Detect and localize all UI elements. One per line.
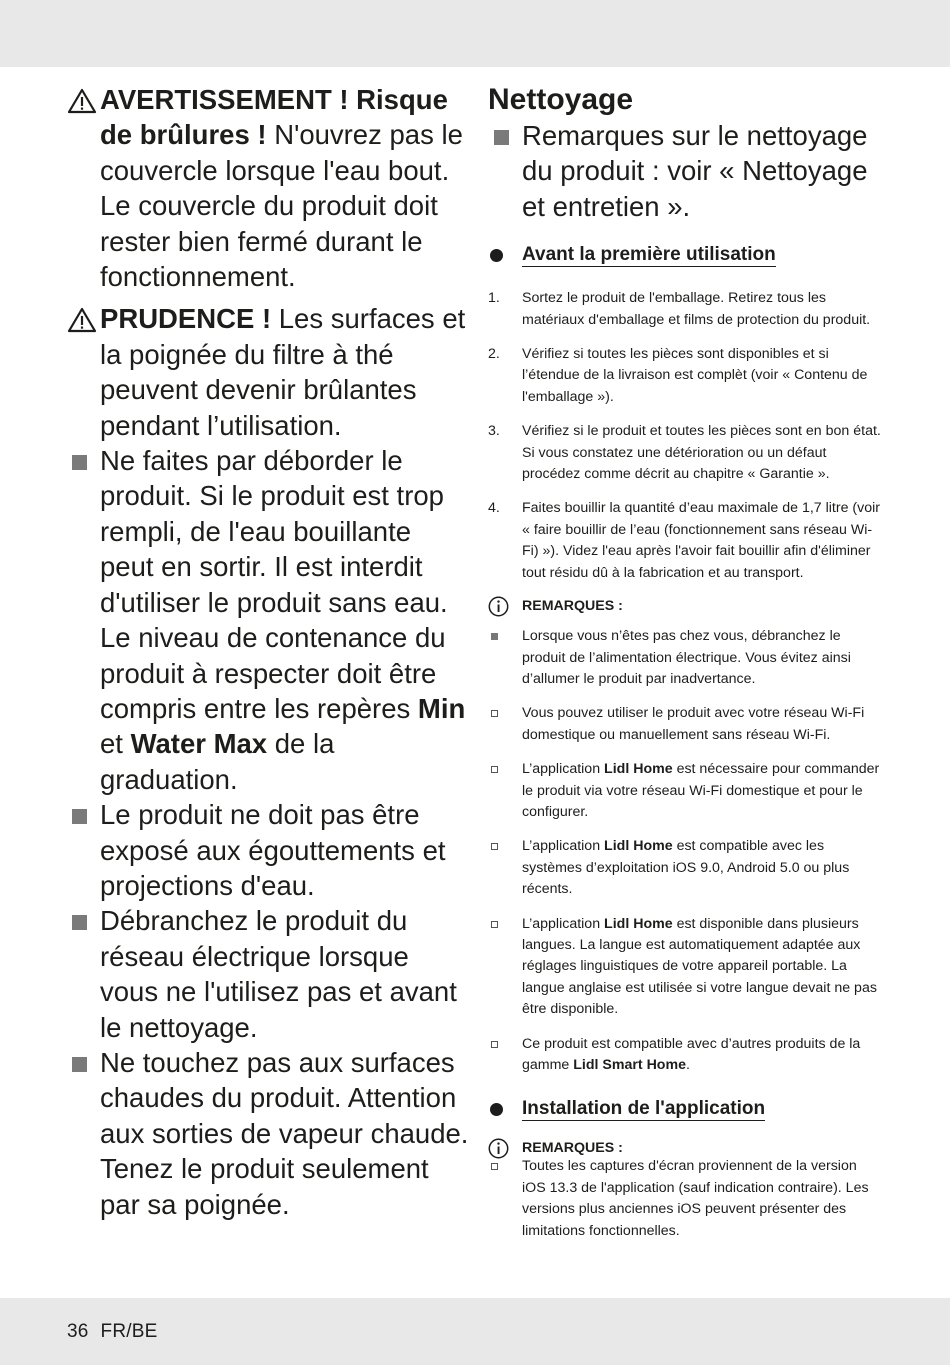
list-item: 4. Faites bouillir la quantité d’eau maximale de 1,7 litre (voir « faire bouillir de l’eau (fonctionnement sans réseau Wi-Fi) »). Videz l'eau après l'avoir fait bouillir afin d'éliminer tout résidu dû à la fabrication et au transport. [488,500,881,581]
min-mark: Min [417,692,466,724]
right-column [488,82,888,1242]
safety-item: Débranchez le produit du réseau électrique lorsque vous ne l'utilisez pas et avant le nettoyage. [100,903,470,1045]
cleaning-note: Remarques sur le nettoyage du produit : voir « Nettoyage et entretien ». [522,118,892,224]
checkbox-bullet-icon [491,843,498,850]
list-item: L’application Lidl Home est nécessaire pour commander le produit via votre réseau Wi-Fi domestique et pour le configurer. [488,759,882,823]
page-footer [67,1321,170,1343]
list-item: Ce produit est compatible avec d’autres produits de la gamme Lidl Smart Home. [488,1034,882,1077]
header-band [0,0,950,67]
list-item: Lorsque vous n’êtes pas chez vous, débranchez le produit de l’alimentation électrique. Vous évitez ainsi d’allumer le produit par inadvertance. [488,626,882,690]
list-item: 2. Vérifiez si toutes les pièces sont disponibles et si l’étendue de la livraison est complèt (voir « Contenu de l'emballage »). [488,346,868,405]
info-icon [488,596,509,617]
square-bullet-icon [72,1057,87,1072]
list-item: L’application Lidl Home est compatible avec les systèmes d’exploitation iOS 9.0, Android 5.0 ou plus récents. [488,836,882,900]
steps-list [488,288,888,584]
section-heading: Nettoyage [488,83,634,116]
list-item: 1. Sortez le produit de l'emballage. Retirez tous les matériaux d'emballage et films de protection du produit. [488,290,871,328]
bullet-dot-icon [490,249,503,262]
remarks-label: REMARQUES : [488,598,888,614]
square-bullet-icon [494,130,509,145]
caution-text: Les surfaces et la poignée du filtre à thé peuvent devenir brûlantes pendant l’utilisation. [100,303,466,441]
subsection-heading: Avant la première utilisation [488,244,888,266]
safety-item: Ne faites par déborder le produit. Si le produit est trop rempli, de l'eau bouillante peut en sortir. Il est interdit d'utiliser le produit sans eau. Le niveau de contenance du produit à respecter doit être compris entre les repères Min et Water Max de la graduation. [100,443,470,797]
safety-item: Ne touchez pas aux surfaces chaudes du produit. Attention aux sorties de vapeur chaude. Tenez le produit seulement par sa poignée. [100,1045,470,1222]
list-item: 3. Vérifiez si le produit et toutes les pièces sont en bon état. Si vous constatez une détérioration ou un défaut procédez comme décrit au chapitre « Garantie ». [488,423,881,483]
checkbox-bullet-icon [491,1163,498,1170]
checkbox-bullet-icon [491,921,498,928]
checkbox-bullet-icon [491,710,498,717]
square-bullet-icon [72,809,87,824]
checkbox-bullet-icon [491,1041,498,1048]
warning-title: AVERTISSEMENT ! Risque de brûlures ! [100,84,448,151]
safety-item: Le produit ne doit pas être exposé aux égouttements et projections d'eau. [100,797,470,903]
warning-text: N'ouvrez pas le couvercle lorsque l'eau bout. Le couvercle du produit doit rester bien fermé durant le fonctionnement. [100,119,463,293]
remarks-list [488,1156,888,1242]
list-item: Toutes les captures d'écran proviennent de la version iOS 13.3 de l'application (sauf indication contraire). Les versions plus anciennes iOS peuvent présenter des limitations fonctionnelles. [488,1156,882,1242]
caution-triangle-icon [67,307,97,333]
water-max-mark: Water Max [130,728,268,760]
square-bullet-icon [491,633,498,640]
bullet-dot-icon [490,1103,503,1116]
warning-triangle-icon [67,88,97,114]
subsection-heading: Installation de l'application [488,1098,888,1120]
language-code: FR/BE [100,1321,158,1342]
page-number: 36 [67,1321,89,1342]
caution-paragraph [100,301,470,443]
square-bullet-icon [72,455,87,470]
caution-title: PRUDENCE ! [100,303,272,335]
left-column [100,82,470,1222]
square-bullet-icon [72,915,87,930]
remarks-list [488,626,888,1076]
list-item: L’application Lidl Home est disponible dans plusieurs langues. La langue est automatiquement adaptée aux réglages linguistiques de votre appareil portable. La langue anglaise est utilisée si votre langue devait ne pas être disponible. [488,914,882,1021]
warning-paragraph [100,82,470,294]
remarks-label: REMARQUES : [488,1140,888,1156]
list-item: Vous pouvez utiliser le produit avec votre réseau Wi-Fi domestique ou manuellement sans réseau Wi-Fi. [488,703,882,746]
checkbox-bullet-icon [491,766,498,773]
